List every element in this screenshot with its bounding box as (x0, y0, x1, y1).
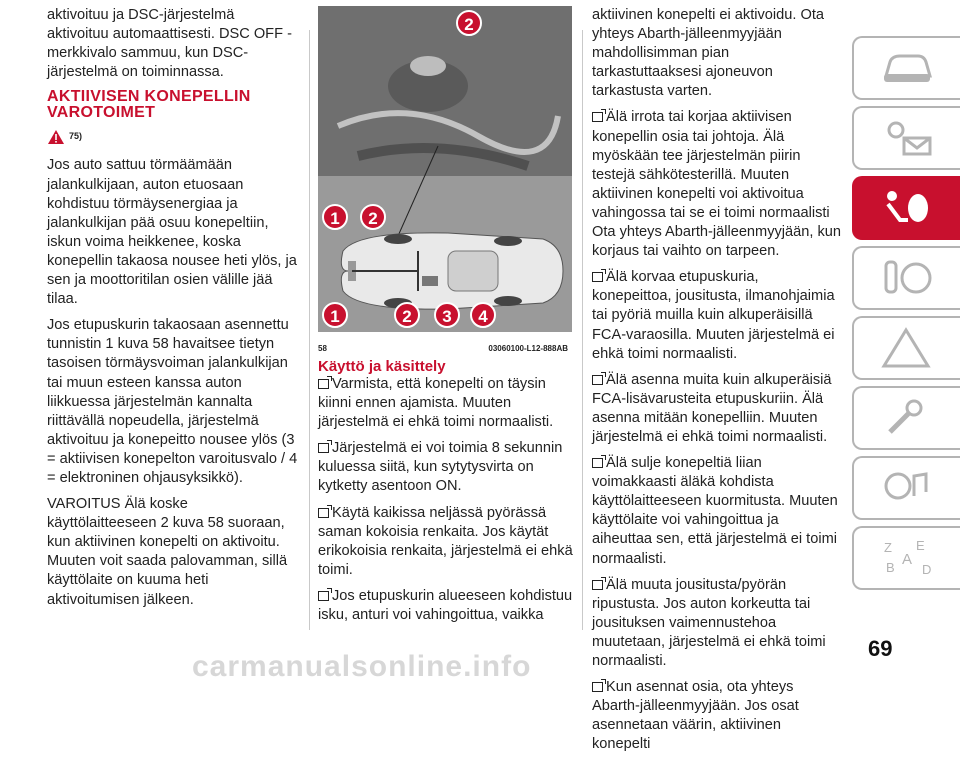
list-item: Jos etupuskurin alueeseen kohdistuu isku, anturi voi vahingoittua, vaikka (318, 587, 573, 624)
page-number: 69 (868, 636, 893, 661)
section-heading: AKTIIVISEN KONEPELLIN VAROTOIMET (47, 88, 251, 122)
alphabetical-index-icon (878, 536, 936, 580)
callout-2: 2 (360, 204, 386, 230)
tab-index[interactable] (852, 526, 960, 590)
list-item: Älä asenna muita kuin alkuperäisiä FCA-lisävarusteita etupuskuriin. Älä asenna mitään konepelliin. Muuten järjestelmä ei ehkä toimi normaalisti. (592, 371, 832, 445)
figure-58 (318, 6, 572, 352)
subheading: Käyttö ja käsittely (318, 358, 446, 375)
engine-bay-and-car-diagram (318, 6, 572, 332)
warning-triangle-car-icon (878, 326, 936, 370)
key-steering-wheel-icon (878, 256, 936, 300)
tab-emergency[interactable] (852, 316, 960, 380)
callout-2: 2 (394, 302, 420, 328)
list-item: Käytä kaikissa neljässä pyörässä saman kokoisia renkaita. Jos käytät erikokoisia renkaita, järjestelmä ei ehkä toimi. (318, 504, 573, 578)
figure-number: 58 (318, 344, 327, 353)
airbag-seat-icon (878, 186, 936, 230)
list-item: Varmista, että konepelti on täysin kiinni ennen ajamista. Muuten järjestelmä ei ehkä toimi normaalisti. (318, 376, 554, 431)
tab-dashboard-lights[interactable] (852, 106, 960, 170)
warning-reference (47, 127, 300, 146)
checkbox-bullet-icon (592, 112, 603, 122)
list-item: Älä korvaa etupuskuria, konepeittoa, jousitusta, ilmanohjaimia tai pyöriä muilla kuin alkuperäisillä FCA-varaosilla. Muuten järjestelmä ei ehkä toimi normaalisti. (592, 269, 835, 362)
column-1 (47, 6, 300, 617)
paragraph: Jos auto sattuu törmäämään jalankulkijaan, auton etuosaan kohdistuu törmäysenergiaa ja jalankulkijan pää osuu konepeltiin, iskun voima heikkenee, koska konepellin takaosa nousee heti ylös, ja sen ja moottoritilan osien välille jää tilaa. (47, 157, 297, 308)
svg-text:Z: Z (884, 540, 892, 555)
watermark: carmanualsonline.info (192, 650, 532, 683)
checkbox-bullet-icon (318, 591, 329, 601)
callout-3: 3 (434, 302, 460, 328)
figure-code: 03060100-L12-888AB (488, 344, 568, 353)
column-3 (592, 6, 842, 761)
checkbox-bullet-icon (318, 508, 329, 518)
callout-2: 2 (456, 10, 482, 36)
checkbox-bullet-icon (592, 682, 603, 692)
checkbox-bullet-icon (592, 458, 603, 468)
paragraph: aktiivinen konepelti ei aktivoidu. Ota yhteys Abarth-jälleenmyyjään mahdollisimman pian tarkastuttaaksesi ajoneuvon tarkastusta varten. (592, 7, 825, 100)
checkbox-bullet-icon (592, 580, 603, 590)
tab-multimedia[interactable] (852, 456, 960, 520)
dashboard-lights-icon (878, 116, 936, 160)
paragraph: Jos etupuskurin takaosaan asennettu tunnistin 1 kuva 58 havaitsee tietyn tasoisen törmäysvoiman jalankulkijan tai muun esteen kanssa auton liikkuessa järjestelmän kannalta riittävällä nopeudella, järjestelmä aktivoituu ja konepeitto nousee ylös (3 = aktiivisen konepelton varoitusvalo / 4 = elektroninen ohjausyksikkö). (47, 317, 298, 486)
list-item: Kun asennat osia, ota yhteys Abarth-jälleenmyyjään. Jos osat asennetaan väärin, aktiivinen konepelti (592, 679, 799, 753)
svg-text:E: E (916, 538, 925, 553)
tab-car[interactable] (852, 36, 960, 100)
car-icon (878, 46, 936, 90)
wrench-car-icon (878, 396, 936, 440)
tab-safety[interactable] (852, 176, 960, 240)
multimedia-icon (878, 466, 936, 510)
checkbox-bullet-icon (318, 443, 329, 453)
tab-maintenance[interactable] (852, 386, 960, 450)
figure-illustration (318, 6, 572, 332)
callout-4: 4 (470, 302, 496, 328)
callout-1: 1 (322, 204, 348, 230)
column-2 (318, 6, 575, 632)
callout-1: 1 (322, 302, 348, 328)
column-divider (309, 30, 310, 630)
warning-ref-text: 75) (69, 131, 83, 142)
list-item: Älä sulje konepeltiä liian voimakkaasti äläkä kohdista käyttölaitteeseen kuormitusta. Muuten käyttölaite voi vahingoittua ja aiheuttaa sen, että järjestelmä ei toimi normaalisti. (592, 455, 838, 567)
column-divider (582, 30, 583, 630)
list-item: Älä muuta jousitusta/pyörän ripustusta. Jos auton korkeutta tai jousituksen vaimennustehoa muutetaan, järjestelmä ei ehkä toimi normaalisti. (592, 576, 826, 669)
svg-text:B: B (886, 560, 895, 575)
svg-text:A: A (902, 551, 913, 568)
checkbox-bullet-icon (318, 379, 329, 389)
tab-starting-driving[interactable] (852, 246, 960, 310)
checkbox-bullet-icon (592, 375, 603, 385)
list-item: Järjestelmä ei voi toimia 8 sekunnin kuluessa siitä, kun sytytysvirta on kytketty asentoon ON. (318, 440, 563, 495)
warning-triangle-icon (47, 129, 65, 145)
list-item: Älä irrota tai korjaa aktiivisen konepellin osia tai johtoja. Älä myöskään tee järjestelmän piirin testejä sähkötesterillä. Muuten aktiivinen konepelti voi aktivoitua vahingossa tai se ei toimi normaalisti Ota yhteys Abarth-jälleenmyyjään, kun korjaus tai vaihto on tarpeen. (592, 109, 842, 260)
checkbox-bullet-icon (592, 272, 603, 282)
paragraph: VAROITUS Älä koske käyttölaitteeseen 2 kuva 58 suoraan, kun aktiivinen konepelti on aktivoitu. Muuten voit saada palovamman, sillä käyttölaite on kuuma heti aktivoitumisen jälkeen. (47, 496, 288, 608)
paragraph: aktivoituu ja DSC-järjestelmä aktivoituu automaattisesti. DSC OFF -merkkivalo sammuu, kun DSC-järjestelmä on toiminnassa. (47, 7, 292, 81)
svg-text:D: D (922, 562, 932, 577)
